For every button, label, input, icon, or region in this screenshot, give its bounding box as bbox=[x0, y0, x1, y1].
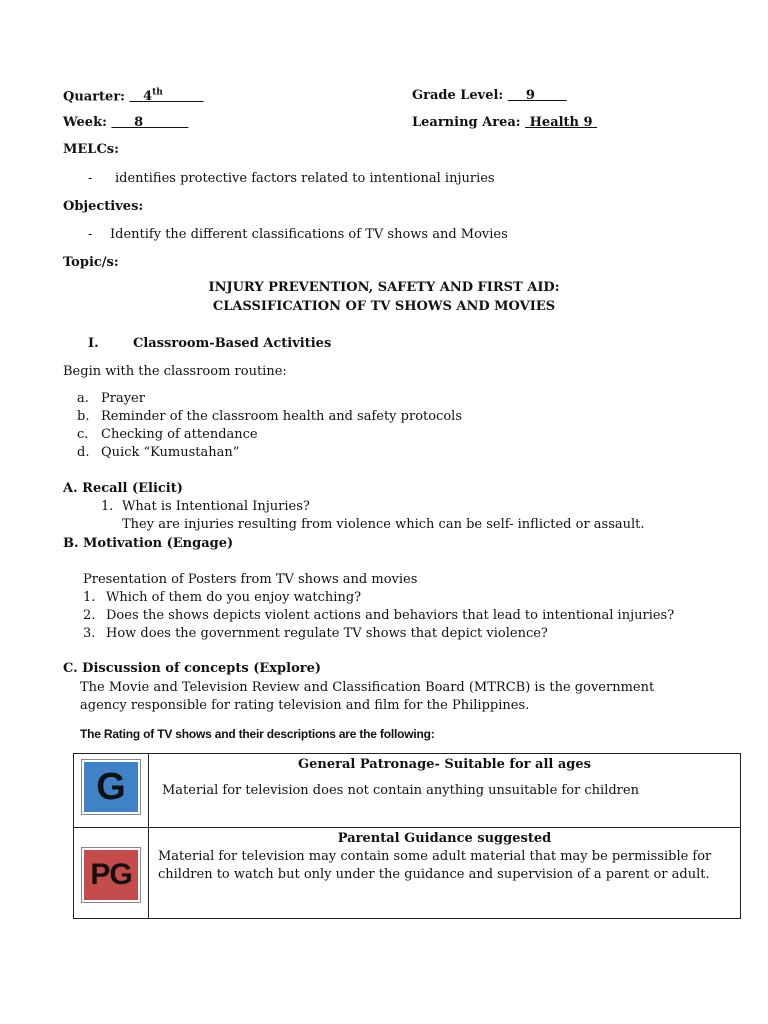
list-item: Prayer bbox=[101, 391, 145, 406]
list-marker: 1. bbox=[101, 499, 114, 514]
week-value: 8 bbox=[134, 115, 144, 130]
list-item: Checking of attendance bbox=[101, 427, 258, 442]
rating-badge-cell bbox=[74, 828, 149, 919]
rating-title: Parental Guidance suggested bbox=[337, 831, 552, 846]
list-item: How does the government regulate TV shows that depict violence? bbox=[106, 626, 548, 641]
quarter-label: Quarter: bbox=[63, 89, 125, 105]
table-row bbox=[74, 754, 741, 828]
topic-title-line1: INJURY PREVENTION, SAFETY AND FIRST AID: bbox=[208, 280, 560, 295]
melcs-label: MELCs: bbox=[63, 142, 119, 157]
list-marker: d. bbox=[77, 445, 90, 460]
rating-info-cell bbox=[149, 754, 741, 828]
grade-level-value: 9 bbox=[525, 88, 535, 103]
routine-intro: Begin with the classroom routine: bbox=[63, 364, 287, 379]
rating-badge-cell bbox=[74, 754, 149, 828]
grade-level-label: Grade Level: bbox=[412, 88, 504, 103]
rating-description: Material for television may contain some adult material that may be permissible for children to watch but only under the guidance and supervision of a parent or adult. bbox=[158, 849, 712, 882]
list-marker: b. bbox=[77, 409, 90, 424]
objectives-item: Identify the different classifications of TV shows and Movies bbox=[110, 227, 508, 242]
objectives-label: Objectives: bbox=[63, 199, 144, 214]
rating-description: Material for television does not contain anything unsuitable for children bbox=[162, 783, 639, 798]
learning-area-label: Learning Area: bbox=[412, 115, 521, 130]
objectives-bullet: - bbox=[88, 227, 93, 242]
discussion-line: agency responsible for rating television and film for the Philippines. bbox=[80, 698, 530, 713]
week-label: Week: bbox=[63, 115, 107, 130]
section-number: I. bbox=[88, 336, 99, 351]
melcs-bullet: - bbox=[88, 171, 93, 186]
rating-info-cell bbox=[149, 828, 741, 919]
list-marker: a. bbox=[77, 391, 89, 406]
list-item: Which of them do you enjoy watching? bbox=[106, 590, 362, 605]
list-marker: 3. bbox=[83, 626, 96, 641]
list-marker: 1. bbox=[83, 590, 96, 605]
learning-area-value: Health 9 bbox=[529, 115, 593, 130]
discussion-heading: C. Discussion of concepts (Explore) bbox=[63, 661, 322, 676]
recall-heading: A. Recall (Elicit) bbox=[63, 481, 183, 496]
motivation-heading: B. Motivation (Engage) bbox=[63, 536, 234, 551]
quarter-value: 4th bbox=[143, 88, 163, 105]
recall-question: What is Intentional Injuries? bbox=[122, 499, 310, 514]
section-title: Classroom-Based Activities bbox=[133, 336, 332, 351]
ratings-table bbox=[73, 753, 741, 919]
discussion-line: The Movie and Television Review and Classification Board (MTRCB) is the government bbox=[80, 680, 655, 695]
melcs-item: identifies protective factors related to intentional injuries bbox=[115, 171, 495, 186]
topic-label: Topic/s: bbox=[63, 255, 119, 270]
topic-title-line2: CLASSIFICATION OF TV SHOWS AND MOVIES bbox=[212, 299, 556, 314]
motivation-intro: Presentation of Posters from TV shows and movies bbox=[83, 572, 418, 587]
list-item: Does the shows depicts violent actions and behaviors that lead to intentional injuries? bbox=[106, 608, 675, 623]
ratings-intro: The Rating of TV shows and their descriptions are the following: bbox=[80, 727, 435, 741]
list-item: Reminder of the classroom health and safety protocols bbox=[101, 409, 463, 424]
list-marker: c. bbox=[77, 427, 89, 442]
recall-answer: They are injuries resulting from violence which can be self- inflicted or assault. bbox=[122, 517, 645, 532]
table-row bbox=[74, 828, 741, 919]
list-marker: 2. bbox=[83, 608, 96, 623]
pg-rating-icon: PG bbox=[82, 848, 140, 902]
g-rating-icon: G bbox=[82, 760, 140, 814]
list-item: Quick “Kumustahan” bbox=[101, 445, 240, 460]
rating-title: General Patronage- Suitable for all ages bbox=[298, 757, 591, 772]
